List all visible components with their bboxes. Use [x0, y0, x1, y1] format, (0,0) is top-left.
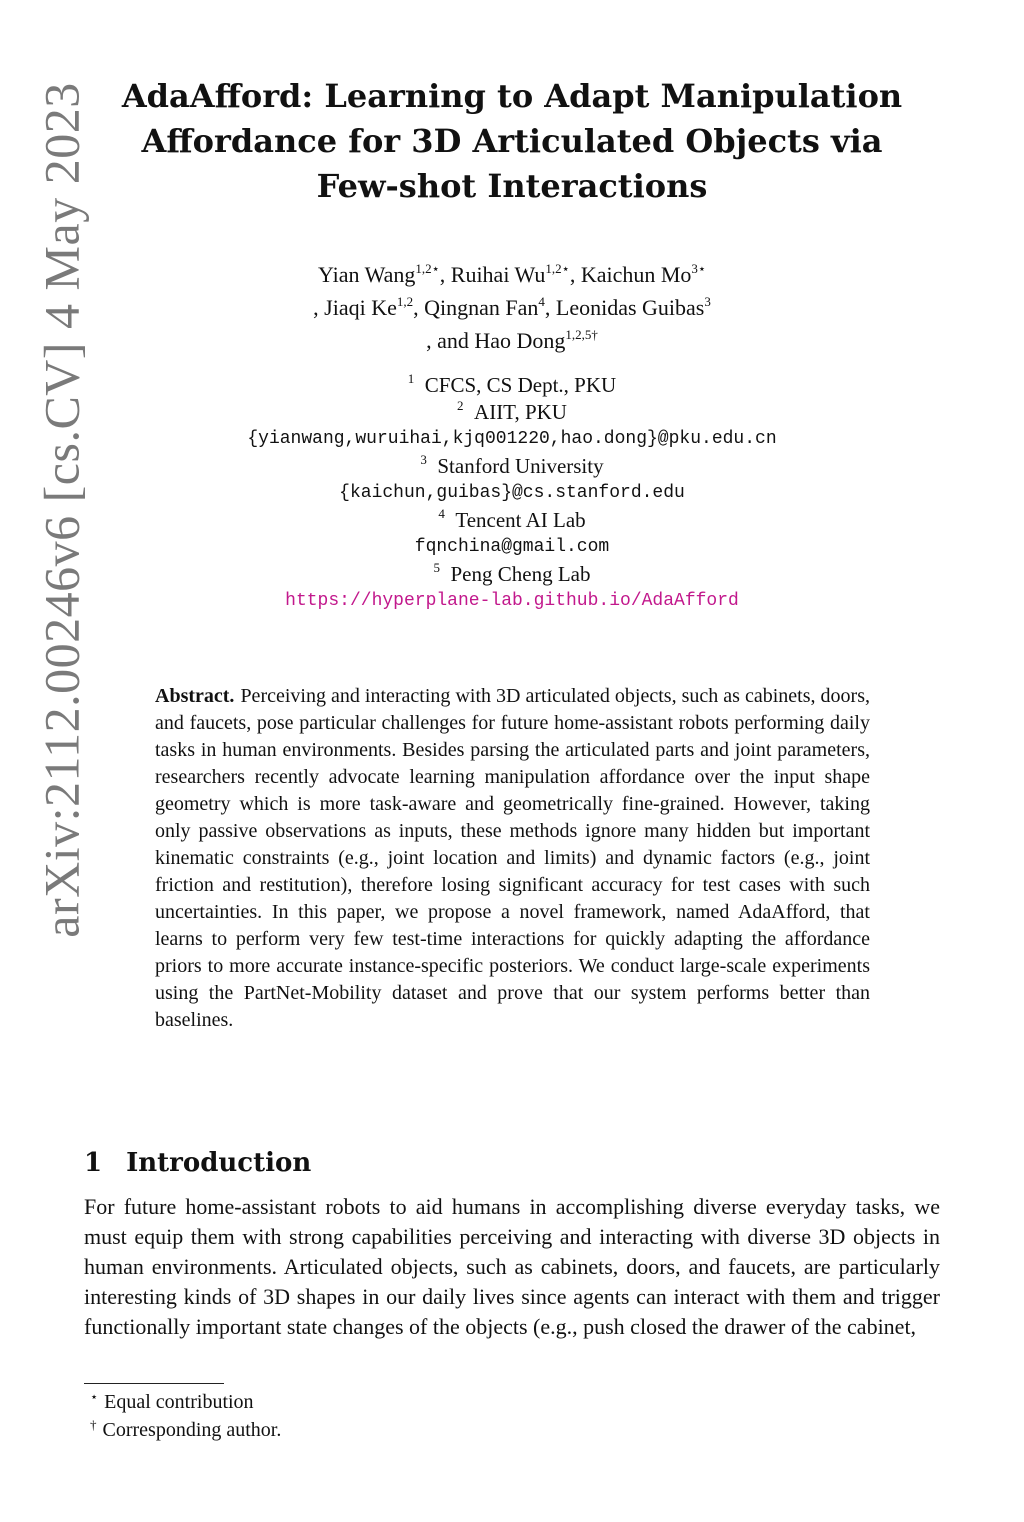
title-line-1: AdaAfford: Learning to Adapt Manipulation [121, 77, 903, 115]
intro-paragraph: For future home-assistant robots to aid humans in accomplishing diverse everyday tasks, we must equip them with strong capabilities perceiving and interacting with diverse 3D objects in human environments. Articulated objects, such as cabinets, doors, and faucets, are particularly interesting kinds of 3D shapes in our daily lives since agents can interact with them and trigger functionally important state changes of the objects (e.g., push closed the drawer of the cabinet, [84, 1194, 940, 1339]
arxiv-stamp-text: arXiv:2112.00246v6 [cs.CV] 4 May 2023 [34, 82, 91, 938]
author-sup: 3 [704, 294, 711, 309]
affiliations [160, 372, 864, 615]
footnote-1 [90, 1388, 281, 1416]
affiliation-name: CFCS, CS Dept., PKU [424, 373, 617, 397]
abstract-label: Abstract. [155, 685, 235, 707]
footnote-2 [90, 1416, 281, 1444]
author-sup: 1,2,5† [565, 327, 598, 342]
author-sup: 3⋆ [691, 261, 707, 276]
author-name: Kaichun Mo [580, 262, 692, 287]
author-list [160, 258, 864, 357]
section-title: Introduction [126, 1148, 312, 1178]
author-name: Ruihai Wu [450, 262, 546, 287]
affiliation-sup: 5 [433, 560, 440, 575]
affiliation-name: AIIT, PKU [474, 400, 567, 424]
author-name: Qingnan Fan [424, 295, 539, 320]
footnote-mark: † [90, 1417, 97, 1432]
author-sup: 1,2 [396, 294, 414, 309]
affiliation-1 [160, 372, 864, 399]
title-line-2: Affordance for 3D Articulated Objects via [141, 122, 883, 160]
affiliation-3 [160, 453, 864, 480]
section-heading [84, 1148, 311, 1178]
affiliation-name: Stanford University [437, 454, 604, 478]
email-pku[interactable]: {yianwang,wuruihai,kjq001220,hao.dong}@pku.edu.cn [247, 429, 777, 449]
section-number: 1 [84, 1148, 103, 1178]
paper-title [110, 74, 914, 209]
project-link[interactable]: https://hyperplane-lab.github.io/AdaAfford [285, 591, 739, 611]
author-sup: 1,2⋆ [545, 261, 570, 276]
abstract-text: Perceiving and interacting with 3D articulated objects, such as cabinets, doors, and faucets, pose particular challenges for future home-assistant robots performing daily tasks in human environments. Besides parsing the articulated parts and joint parameters, researchers recently advocate learning manipulation affordance over the input shape geometry which is more task-aware and geometrically fine-grained. However, taking only passive observations as inputs, these methods ignore many hidden but important kinematic constraints (e.g., joint location and limits) and dynamic factors (e.g., joint friction and restitution), therefore losing significant accuracy for test cases with such uncertainties. In this paper, we propose a novel framework, named AdaAfford, that learns to perform very few test-time interactions for quickly adapting the affordance priors to more accurate instance-specific posteriors. We conduct large-scale experiments using the PartNet-Mobility dataset and prove that our system performs better than baselines. [155, 685, 870, 1031]
author-line-3: , and Hao Dong$^{1,2,5\dagger}$ [426, 327, 598, 353]
affiliation-4 [160, 507, 864, 534]
footnote-text: Corresponding author. [102, 1419, 282, 1441]
author-line-1: Yian Wang$^{1,2⋆}$, Ruihai $Wu^{1,2⋆}$, Kaichun $Mo^{3⋆}$ [317, 261, 707, 287]
affiliation-name: Peng Cheng Lab [450, 562, 591, 586]
email-tencent[interactable]: fqnchina@gmail.com [414, 537, 610, 557]
author-sup: 1,2⋆ [415, 261, 440, 276]
affiliation-sup: 2 [457, 398, 464, 413]
abstract [155, 683, 870, 1034]
footnote-mark: ⋆ [90, 1389, 99, 1404]
affiliation-sup: 4 [438, 506, 445, 521]
author-name: Leonidas Guibas [555, 295, 705, 320]
affiliation-2 [160, 399, 864, 426]
title-line-3: Few-shot Interactions [316, 167, 708, 205]
footnote-divider [84, 1383, 224, 1384]
author-sup: 4 [538, 294, 545, 309]
affiliation-sup: 3 [420, 452, 427, 467]
affiliation-5 [160, 561, 864, 588]
footnotes [90, 1388, 281, 1444]
affiliation-name: Tencent AI Lab [455, 508, 586, 532]
author-line-2: , Jiaqi Ke$^{1,2}$, Qingnan Fan$^4$, Leonidas Guibas$^3$ [313, 294, 711, 320]
arxiv-stamp [32, 80, 92, 940]
affiliation-sup: 1 [407, 371, 415, 386]
email-stanford[interactable]: {kaichun,guibas}@cs.stanford.edu [339, 483, 685, 503]
author-name: Yian Wang [317, 262, 416, 287]
footnote-text: Equal contribution [104, 1391, 254, 1413]
author-name: Hao Dong [474, 328, 566, 353]
author-name: Jiaqi Ke [324, 295, 397, 320]
